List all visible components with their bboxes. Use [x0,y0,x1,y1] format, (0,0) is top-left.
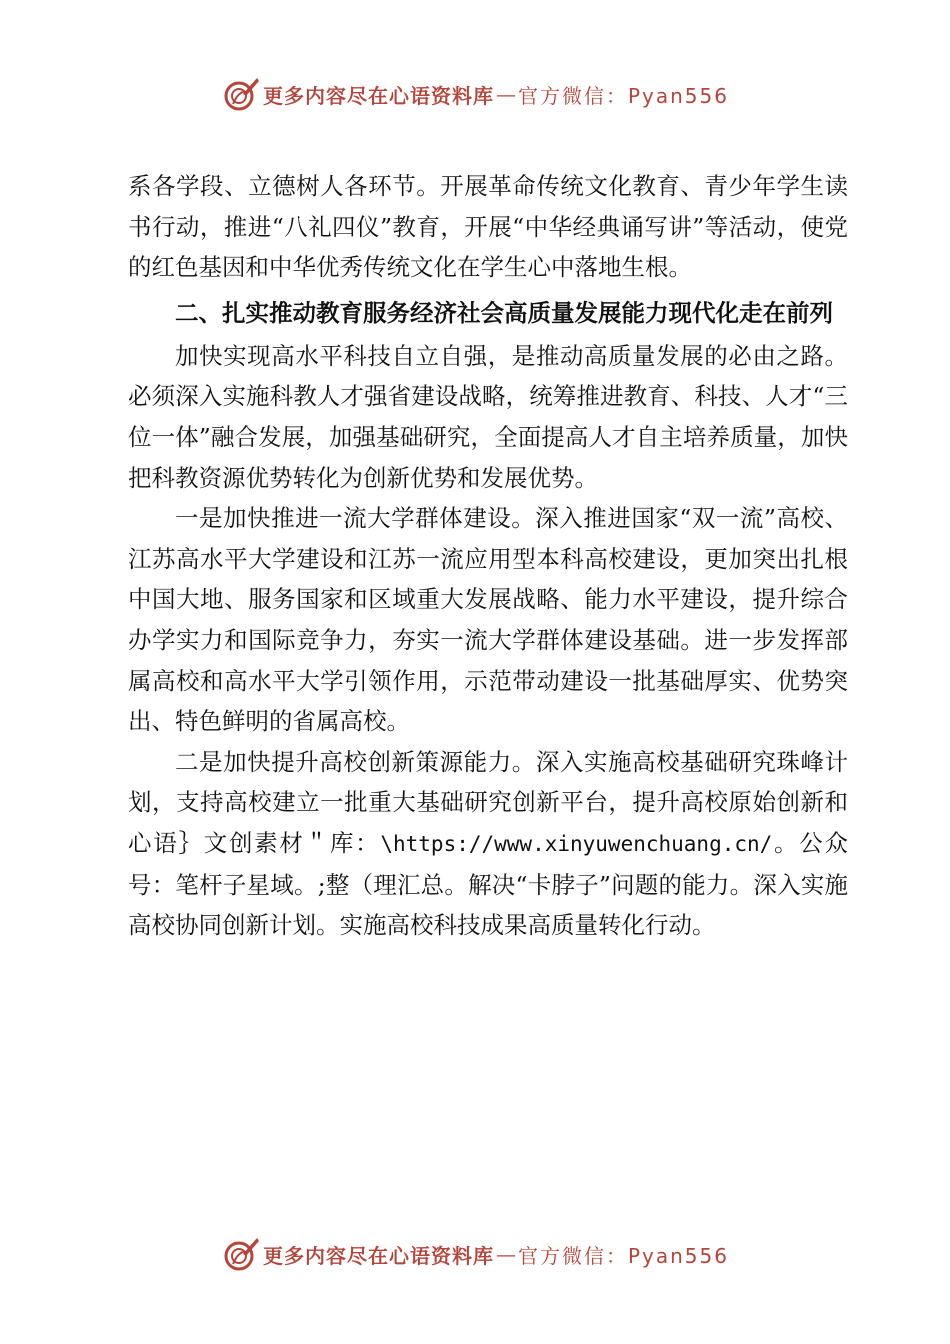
paragraph-1: 系各学段、立德树人各环节。开展革命传统文化教育、青少年学生读书行动，推进“八礼四仪”教育，开展“中华经典诵写讲”等活动，使党的红色基因和中华优秀传统文化在学生心中落地生根。 [128,172,848,282]
pen-logo-icon [221,1234,261,1274]
header-banner [0,72,950,116]
pen-logo-icon [221,74,261,114]
paragraph-2: 加快实现高水平科技自立自强，是推动高质量发展的必由之路。必须深入实施科教人才强省建设战略，统筹推进教育、科技、人才“三位一体”融合发展，加强基础研究，全面提高人才自主培养质量，加快把科教资源优势转化为创新优势和发展优势。 [128,341,848,492]
footer-banner [0,1232,950,1276]
paragraph-4-text-b: 。公众号：笔杆子星域。;整（理汇总。解决“卡脖子”问题的能力。深入实施高校协同创新计划。实施高校科技成果高质量转化行动。 [128,828,849,940]
banner-dash: — [495,1242,516,1266]
banner-wechat: 官方微信：Pyan556 [517,1243,729,1268]
banner-slogan: 更多内容尽在心语资料库 [262,1243,494,1268]
document-body [128,166,848,946]
banner-slogan: 更多内容尽在心语资料库 [262,83,494,108]
paragraph-4-url: \https://www.xinyuwenchuang.cn/ [380,831,773,856]
section-heading: 二、扎实推动教育服务经济社会高质量发展能力现代化走在前列 [175,298,833,327]
paragraph-3: 一是加快推进一流大学群体建设。深入推进国家“双一流”高校、江苏高水平大学建设和江苏一流应用型本科高校建设，更加突出扎根中国大地、服务国家和区域重大发展战略、能力水平建设，提升综合办学实力和国际竞争力，夯实一流大学群体建设基础。进一步发挥部属高校和高水平大学引领作用，示范带动建设一批基础厚实、优势突出、特色鲜明的省属高校。 [128,504,848,736]
banner-dash: — [495,82,516,106]
paragraph-4-text-a: 二是加快提升高校创新策源能力。深入实施高校基础研究珠峰计划，支持高校建立一批重大基础研究创新平台，提升高校原始创新和心语｝文创素材＂库： [128,747,848,857]
banner-wechat: 官方微信：Pyan556 [517,83,729,108]
paragraph-4 [128,742,848,946]
